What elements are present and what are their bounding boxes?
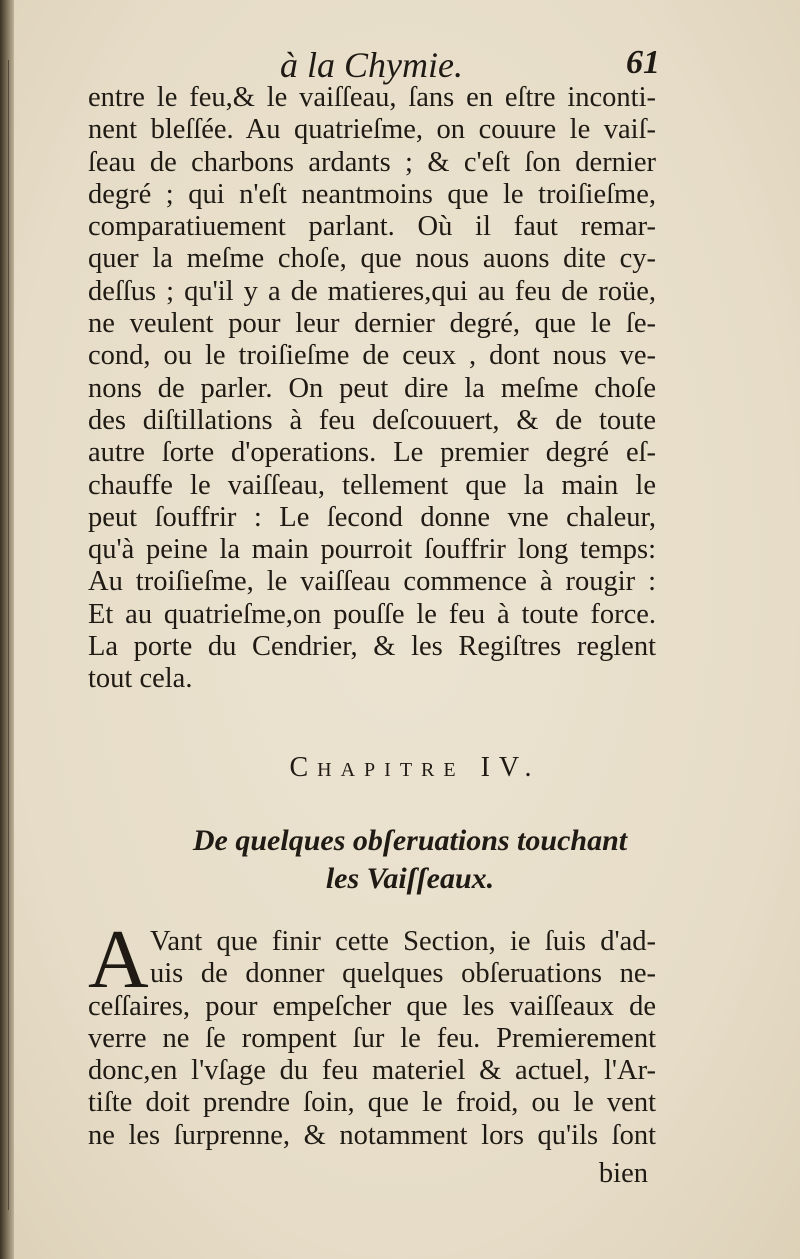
text-line: entre le feu,& le vaiſſeau, ſans en eſtre inconti- [88, 82, 656, 113]
text-line: chauffe le vaiſſeau, tellement que la main le [88, 469, 656, 501]
text-line: degré ; qui n'eſt neantmoins que le troiſieſme, [88, 178, 656, 210]
text-line: deſſus ; qu'il y a de matieres,qui au feu de roüe, [88, 275, 656, 307]
text-line: ſeau de charbons ardants ; & c'eſt ſon dernier [88, 146, 656, 178]
running-head: à la Chymie. [280, 45, 463, 85]
text-line: comparatiuement parlant. Où il faut remar- [88, 211, 656, 243]
text-line: cond, ou le troiſieſme de ceux , dont nous ve- [88, 340, 656, 372]
text-line: tiſte doit prendre ſoin, que le froid, ou le vent [88, 1087, 656, 1119]
catchword: bien [598, 1158, 648, 1189]
text-line: ne veulent pour leur dernier degré, que le ſe- [88, 308, 656, 340]
text-line: peut ſouffrir : Le ſecond donne vne chaleur, [88, 501, 656, 533]
text-line: donc,en l'vſage du feu materiel & actuel, l'Ar- [88, 1055, 656, 1087]
text-line: verre ne ſe rompent ſur le feu. Premierement [88, 1022, 656, 1054]
text-line: nent bleſſée. Au quatrieſme, on couure le vaiſ- [88, 114, 656, 146]
drop-cap: A [88, 913, 149, 1006]
text-line: Et au quatrieſme,on pouſſe le feu à toute force. [88, 598, 656, 630]
chapter-heading: Chapitre IV. [289, 752, 541, 783]
text-line: ceſſaires, pour empeſcher que les vaiſſeaux de [88, 990, 656, 1022]
text-line: Vant que finir cette Section, ie ſuis d'ad- [150, 926, 656, 957]
body-paragraph [88, 82, 656, 696]
text-line: ne les ſurprenne, & notamment lors qu'ils ſont [88, 1119, 656, 1151]
text-line: Au troiſieſme, le vaiſſeau commence à rougir : [88, 566, 656, 598]
chapter-subtitle [0, 822, 800, 898]
text-line: autre ſorte d'operations. Le premier degré eſ- [88, 437, 656, 469]
text-line: qu'à peine la main pourroit ſouffrir long temps: [88, 534, 656, 566]
binding-edge [0, 0, 14, 1259]
text-line: tout cela. [88, 663, 193, 695]
text-line: des diſtillations à feu deſcouuert, & de toute [88, 404, 656, 436]
text-line: nons de parler. On peut dire la meſme choſe [88, 372, 656, 404]
text-line: La porte du Cendrier, & les Regiſtres reglent [88, 631, 656, 663]
chapter-subtitle-line: De quelques obſeruations touchant [192, 824, 628, 857]
text-line: quer la meſme choſe, que nous auons dite cy- [88, 243, 656, 275]
text-line: uis de donner quelques obſeruations ne- [150, 958, 656, 990]
page-number: 61 [626, 44, 660, 81]
chapter-subtitle-line: les Vaiſſeaux. [325, 862, 495, 895]
binding-shadow-line [8, 60, 9, 1210]
section-paragraph [88, 913, 656, 1152]
